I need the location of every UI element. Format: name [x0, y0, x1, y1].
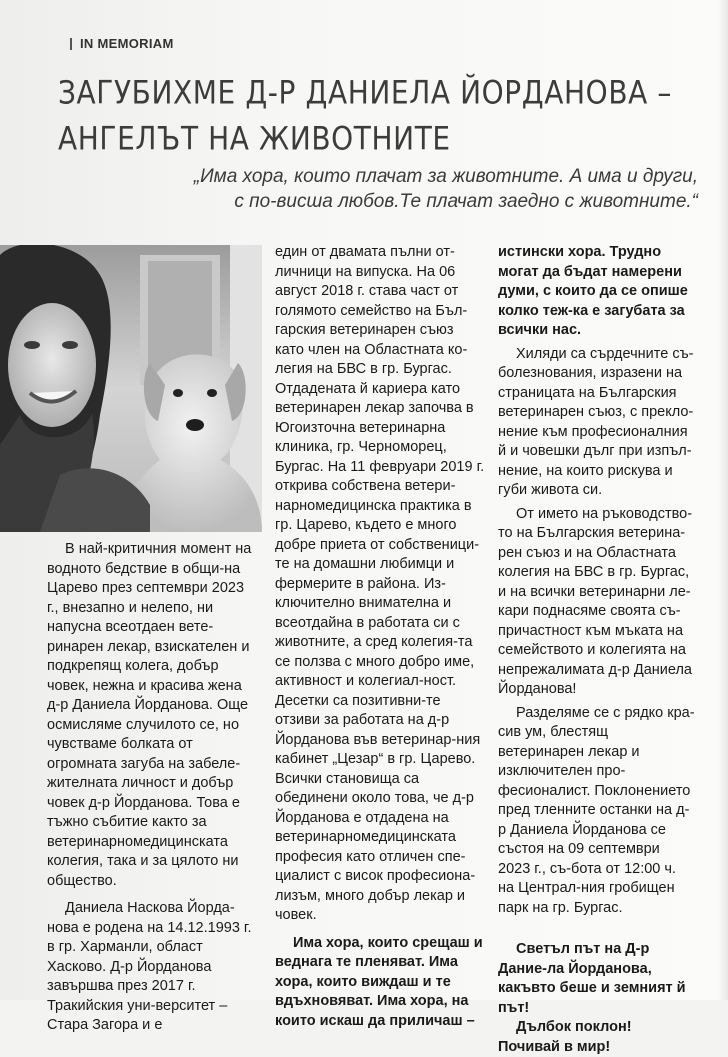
closing-line: Светъл път на Д-р Даниe-ла Йорданова, какъвто беше и земният й път!: [498, 941, 686, 1016]
quote-line-2: с по-висша любов.Те плачат заедно с животните.“: [234, 191, 698, 212]
quote-line-1: „Има хора, които плачат за животните. А има и други,: [193, 166, 698, 187]
section-label: IN MEMORIAM: [80, 36, 174, 51]
paragraph-bold: Има хора, които срещаш и веднага те пленяват. Има хора, които виждаш и те вдъхновяват. Има хора, на които искаш да приличаш –: [275, 934, 483, 1029]
headline: [58, 70, 718, 162]
paragraph: В най-критичния момент на водното бедствие в общи-на Царево през септември 2023 г., внезапно и нелепо, ни напусна всеотдаен вете-ринарен лекар, взискателен и подкрепящ колега, добър човек, нежна и красива жена д-р Даниела Йорданова. Още осмисляме случилото се, но чувстваме болката от огромната загуба на забеле-жителната личност и добър човек д-р Йорданова. Това е тъжно събитие както за ветеринарномедицинската колегия, така и за цялото ни общество.: [47, 541, 252, 889]
article-column-2: [275, 243, 485, 1031]
article-column-3: [498, 243, 696, 1057]
paragraph: Хиляди са сърдечните съ-болезнования, изразени на страницата на Българския ветеринарен съюз, с прекло-нение към професионалния й и човешки дълг при изпъл-нение, на които рискува и губи живота си.: [498, 345, 694, 498]
paragraph: От името на ръководство-то на Българския ветерина-рен съюз и на Областната колегия на БВС в гр. Бургас, и на всички ветеринарни ле-кари поднасяме своята съ-причастност към мъката на семейството и колегията на непрежалимата д-р Даниела Йорданова!: [498, 505, 693, 697]
article-column-1: [47, 540, 259, 1036]
page-spine-shadow: [718, 0, 728, 1000]
paragraph-bold: истински хора. Трудно могат да бъдат намерени думи, с които да се опише колко теж-ка е загубата за всички нас.: [498, 244, 688, 338]
paragraph: Разделяме се с рядко кра-сив ум, блестящ ветеринарен лекар и изключителен про-фесионалист. Поклонението пред тленните останки на д-р Даниела Йорданова се състоя на 09 септември 2023 г., съ-бота от 12:00 ч. на Централ-ния гробищен парк на гр. Бургас.: [498, 704, 695, 916]
closing-line: Дълбок поклон! Почивай в мир!: [498, 1019, 632, 1055]
photo-illustration: [0, 245, 262, 532]
woman-with-dog-photo: [0, 245, 262, 532]
headline-line-2: АНГЕЛЪТ НА ЖИВОТНИТЕ: [58, 119, 451, 158]
paragraph: Даниела Наскова Йорда-нова е родена на 14.12.1993 г. в гр. Харманли, област Хасково. Д-р Йорданова завършва през 2017 г. Тракийския уни-верситет – Стара Загора и е: [47, 900, 252, 1033]
paragraph: един от двамата пълни от-личници на випуска. На 06 август 2018 г. става част от голямото семейство на Бъл-гарския ветеринарен съюз като член на Областната ко-легия на БВС в гр. Бургас. Отдадената й кариера като ветеринарен лекар започва в Югоизточна ветеринарна клиника, гр. Черноморец, Бургас. На 11 февруари 2019 г. открива собствена ветери-нарномедицинска практика в гр. Царево, където е много добре приета от собственици-те на домашни любимци и фермерите в района. Из-ключително внимателна и всеотдайна в работата си с животните, а сред колегия-та се ползва с много добро име, активност и колегиал-ност. Десетки са позитивни-те отзиви за работата на д-р Йорданова във ветеринар-ния кабинет „Цезар“ в гр. Царево. Всички становища са обединени около това, че д-р Йорданова е отдадена на ветеринарномедицинската професия като отличен спе-циалист с висок професиона-лизъм, много добър лекар и човек.: [275, 244, 485, 923]
headline-line-1: ЗАГУБИХМЕ Д-Р ДАНИЕЛА ЙОРДАНОВА –: [58, 73, 672, 112]
epigraph-quote: [150, 164, 698, 214]
